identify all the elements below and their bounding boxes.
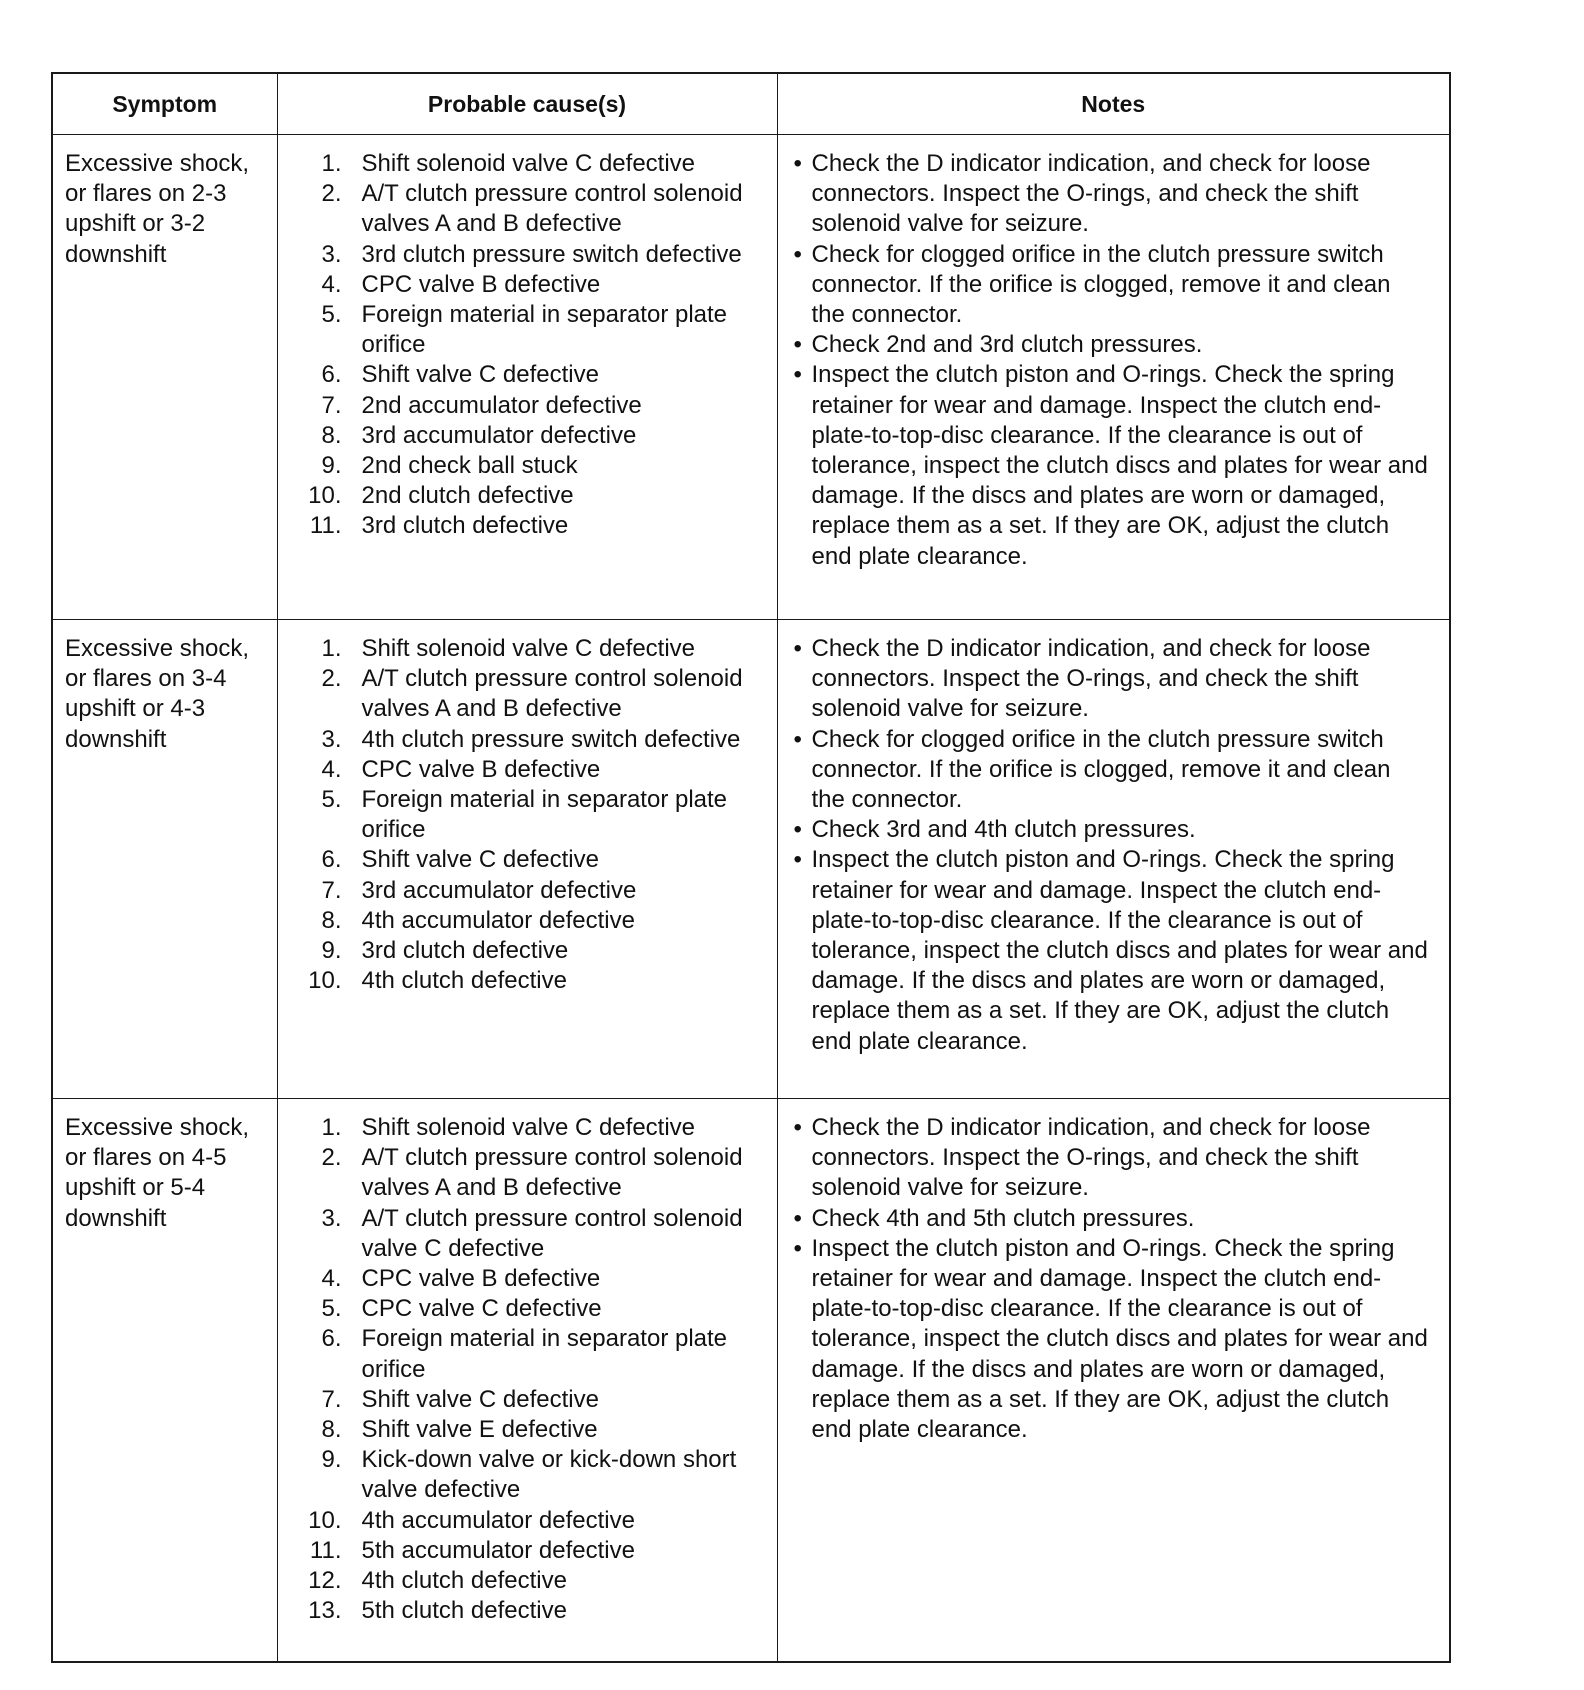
note-item [790, 845, 1442, 1056]
cause-number: 2. [321, 1144, 342, 1172]
note-item [790, 1234, 1442, 1445]
cause-text: 3rd accumulator defective [361, 421, 637, 449]
note-text: Check the D indicator indication, and check for loose connectors. Inspect the O-rings, and check the shift solenoid valve for seizure. [811, 635, 1371, 723]
cause-text: CPC valve B defective [361, 270, 601, 298]
cause-item [290, 1506, 769, 1536]
note-item [790, 815, 1442, 845]
cause-item [290, 725, 769, 755]
cause-item [290, 300, 769, 360]
bullet-icon: • [793, 150, 802, 177]
cause-item [290, 1324, 769, 1384]
note-text: Check 2nd and 3rd clutch pressures. [811, 331, 1203, 359]
cause-item [290, 179, 769, 239]
cause-item [290, 1143, 769, 1203]
cause-item [290, 451, 769, 481]
symptom-cell [52, 1099, 277, 1663]
note-item [790, 634, 1442, 725]
header-notes: Notes [777, 73, 1450, 135]
cause-text: Shift valve C defective [361, 361, 599, 389]
cause-item [290, 1415, 769, 1445]
cause-item [290, 511, 769, 541]
causes-cell [277, 620, 777, 1099]
cause-item [290, 876, 769, 906]
header-row [52, 73, 1450, 135]
note-text: Check the D indicator indication, and check for loose connectors. Inspect the O-rings, and check the shift solenoid valve for seizure. [811, 150, 1371, 238]
cause-text: A/T clutch pressure control solenoid valve C defective [361, 1204, 743, 1262]
header-probable-causes: Probable cause(s) [277, 73, 777, 135]
cause-item [290, 1445, 769, 1505]
notes-list [790, 1113, 1442, 1445]
cause-text: 4th accumulator defective [361, 1506, 635, 1534]
header-symptom: Symptom [52, 73, 277, 135]
cause-item [290, 1204, 769, 1264]
note-item [790, 1204, 1442, 1234]
cause-number: 1. [321, 1114, 342, 1141]
cause-item [290, 1596, 769, 1626]
cause-number: 6. [321, 361, 342, 389]
cause-number: 11. [309, 512, 342, 540]
cause-text: 2nd clutch defective [361, 482, 574, 510]
cause-number: 8. [321, 421, 342, 449]
note-text: Inspect the clutch piston and O-rings. Check the spring retainer for wear and damage. Inspect the clutch end-plate-to-top-disc clearance. If the clearance is out of tolerance, inspect the clutch discs and plates for wear and damage. If the discs and plates are worn or damaged, replace them as a set. If they are OK, adjust the clutch end plate clearance. [811, 846, 1428, 1055]
cause-item [290, 966, 769, 996]
cause-text: 5th accumulator defective [361, 1536, 635, 1564]
cause-number: 10. [308, 1506, 342, 1534]
cause-text: Foreign material in separator plate orifice [361, 786, 728, 844]
cause-text: CPC valve C defective [361, 1295, 602, 1323]
cause-text: 4th accumulator defective [361, 906, 635, 934]
cause-item [290, 664, 769, 724]
cause-number: 5. [321, 786, 342, 814]
bullet-icon: • [793, 816, 802, 844]
cause-number: 4. [321, 270, 342, 298]
cause-number: 8. [321, 906, 342, 934]
notes-cell [777, 620, 1450, 1099]
cause-text: Shift solenoid valve C defective [361, 1114, 696, 1141]
cause-text: CPC valve B defective [361, 1265, 601, 1293]
note-item [790, 330, 1442, 360]
cause-item [290, 391, 769, 421]
cause-item [290, 1113, 769, 1143]
cause-number: 1. [321, 150, 342, 177]
cause-item [290, 270, 769, 300]
note-text: Check for clogged orifice in the clutch pressure switch connector. If the orifice is clogged, remove it and clean the connector. [811, 240, 1391, 329]
cause-text: Shift solenoid valve C defective [361, 150, 696, 177]
cause-number: 3. [321, 240, 342, 268]
cause-number: 7. [321, 391, 342, 419]
cause-text: 5th clutch defective [361, 1597, 567, 1625]
note-text: Check the D indicator indication, and check for loose connectors. Inspect the O-rings, and check the shift solenoid valve for seizure. [811, 1114, 1371, 1202]
cause-number: 7. [321, 876, 342, 904]
cause-number: 5. [321, 301, 342, 329]
cause-item [290, 1385, 769, 1415]
table-body [52, 135, 1450, 1663]
cause-number: 11. [309, 1536, 342, 1564]
cause-item [290, 240, 769, 270]
cause-number: 3. [321, 1204, 342, 1232]
cause-text: 4th clutch pressure switch defective [361, 725, 741, 753]
cause-text: 2nd accumulator defective [361, 391, 642, 419]
note-item [790, 1113, 1442, 1204]
causes-cell [277, 135, 777, 620]
bullet-icon: • [793, 635, 802, 662]
notes-cell [777, 135, 1450, 620]
bullet-icon: • [793, 846, 802, 874]
note-item [790, 725, 1442, 816]
cause-text: 3rd clutch defective [361, 937, 569, 965]
cause-text: A/T clutch pressure control solenoid valves A and B defective [361, 665, 743, 723]
cause-number: 4. [321, 755, 342, 783]
cause-number: 5. [321, 1295, 342, 1323]
note-text: Inspect the clutch piston and O-rings. Check the spring retainer for wear and damage. Inspect the clutch end-plate-to-top-disc clearance. If the clearance is out of tolerance, inspect the clutch discs and plates for wear and damage. If the discs and plates are worn or damaged, replace them as a set. If they are OK, adjust the clutch end plate clearance. [811, 1234, 1428, 1444]
bullet-icon: • [793, 1204, 802, 1232]
bullet-icon: • [793, 725, 802, 753]
notes-list [790, 634, 1442, 1057]
cause-item [290, 755, 769, 785]
cause-item [290, 785, 769, 845]
symptom-text: Excessive shock, or flares on 4-5 upshift or 5-4 downshift [65, 1114, 250, 1232]
note-item [790, 240, 1442, 331]
note-text: Check 3rd and 4th clutch pressures. [811, 816, 1196, 844]
cause-text: 3rd clutch defective [361, 512, 569, 540]
cause-text: A/T clutch pressure control solenoid valves A and B defective [361, 1144, 743, 1202]
note-item [790, 360, 1442, 571]
cause-text: Foreign material in separator plate orifice [361, 1325, 728, 1383]
cause-number: 8. [321, 1416, 342, 1444]
cause-number: 4. [321, 1265, 342, 1293]
note-text: Check for clogged orifice in the clutch pressure switch connector. If the orifice is clogged, remove it and clean the connector. [811, 725, 1391, 814]
symptom-text: Excessive shock, or flares on 2-3 upshift or 3-2 downshift [65, 150, 250, 268]
cause-text: 4th clutch defective [361, 967, 567, 995]
cause-number: 1. [321, 635, 342, 662]
bullet-icon: • [793, 1114, 802, 1141]
cause-text: 3rd clutch pressure switch defective [361, 240, 742, 268]
causes-cell [277, 1099, 777, 1663]
table-row [52, 620, 1450, 1099]
cause-text: Foreign material in separator plate orifice [361, 301, 728, 359]
cause-item [290, 360, 769, 390]
bullet-icon: • [793, 240, 802, 268]
causes-list [290, 1113, 769, 1626]
cause-text: Shift valve C defective [361, 1385, 599, 1413]
cause-item [290, 421, 769, 451]
cause-item [290, 149, 769, 179]
bullet-icon: • [793, 1234, 802, 1262]
cause-number: 2. [321, 665, 342, 693]
symptom-text: Excessive shock, or flares on 3-4 upshift or 4-3 downshift [65, 635, 250, 753]
cause-text: 4th clutch defective [361, 1567, 567, 1595]
cause-number: 6. [321, 846, 342, 874]
note-item [790, 149, 1442, 240]
cause-item [290, 1566, 769, 1596]
cause-text: Kick-down valve or kick-down short valve defective [361, 1446, 737, 1504]
cause-item [290, 634, 769, 664]
cause-item [290, 481, 769, 511]
note-text: Check 4th and 5th clutch pressures. [811, 1204, 1195, 1232]
cause-text: Shift solenoid valve C defective [361, 635, 696, 662]
table-row [52, 135, 1450, 620]
cause-number: 13. [308, 1597, 342, 1625]
notes-cell [777, 1099, 1450, 1663]
cause-number: 3. [321, 725, 342, 753]
bullet-icon: • [793, 331, 802, 359]
cause-item [290, 1264, 769, 1294]
cause-item [290, 1536, 769, 1566]
cause-number: 2. [321, 180, 342, 208]
cause-number: 10. [308, 967, 342, 995]
cause-text: Shift valve E defective [361, 1416, 598, 1444]
cause-number: 7. [321, 1385, 342, 1413]
cause-text: A/T clutch pressure control solenoid valves A and B defective [361, 180, 743, 238]
cause-item [290, 1294, 769, 1324]
causes-list [290, 634, 769, 996]
cause-text: 2nd check ball stuck [361, 452, 578, 480]
cause-number: 9. [321, 937, 342, 965]
cause-text: 3rd accumulator defective [361, 876, 637, 904]
cause-text: CPC valve B defective [361, 755, 601, 783]
cause-number: 6. [321, 1325, 342, 1353]
cause-text: Shift valve C defective [361, 846, 599, 874]
cause-number: 9. [321, 452, 342, 480]
symptom-cell [52, 620, 277, 1099]
cause-item [290, 845, 769, 875]
notes-list [790, 149, 1442, 572]
cause-item [290, 906, 769, 936]
cause-item [290, 936, 769, 966]
causes-list [290, 149, 769, 542]
cause-number: 12. [308, 1567, 342, 1595]
cause-number: 9. [321, 1446, 342, 1474]
table-row [52, 1099, 1450, 1663]
cause-number: 10. [308, 482, 342, 510]
note-text: Inspect the clutch piston and O-rings. Check the spring retainer for wear and damage. Inspect the clutch end-plate-to-top-disc clearance. If the clearance is out of tolerance, inspect the clutch discs and plates for wear and damage. If the discs and plates are worn or damaged, replace them as a set. If they are OK, adjust the clutch end plate clearance. [811, 361, 1428, 570]
bullet-icon: • [793, 361, 802, 389]
symptom-cell [52, 135, 277, 620]
troubleshooting-table [51, 72, 1451, 1663]
